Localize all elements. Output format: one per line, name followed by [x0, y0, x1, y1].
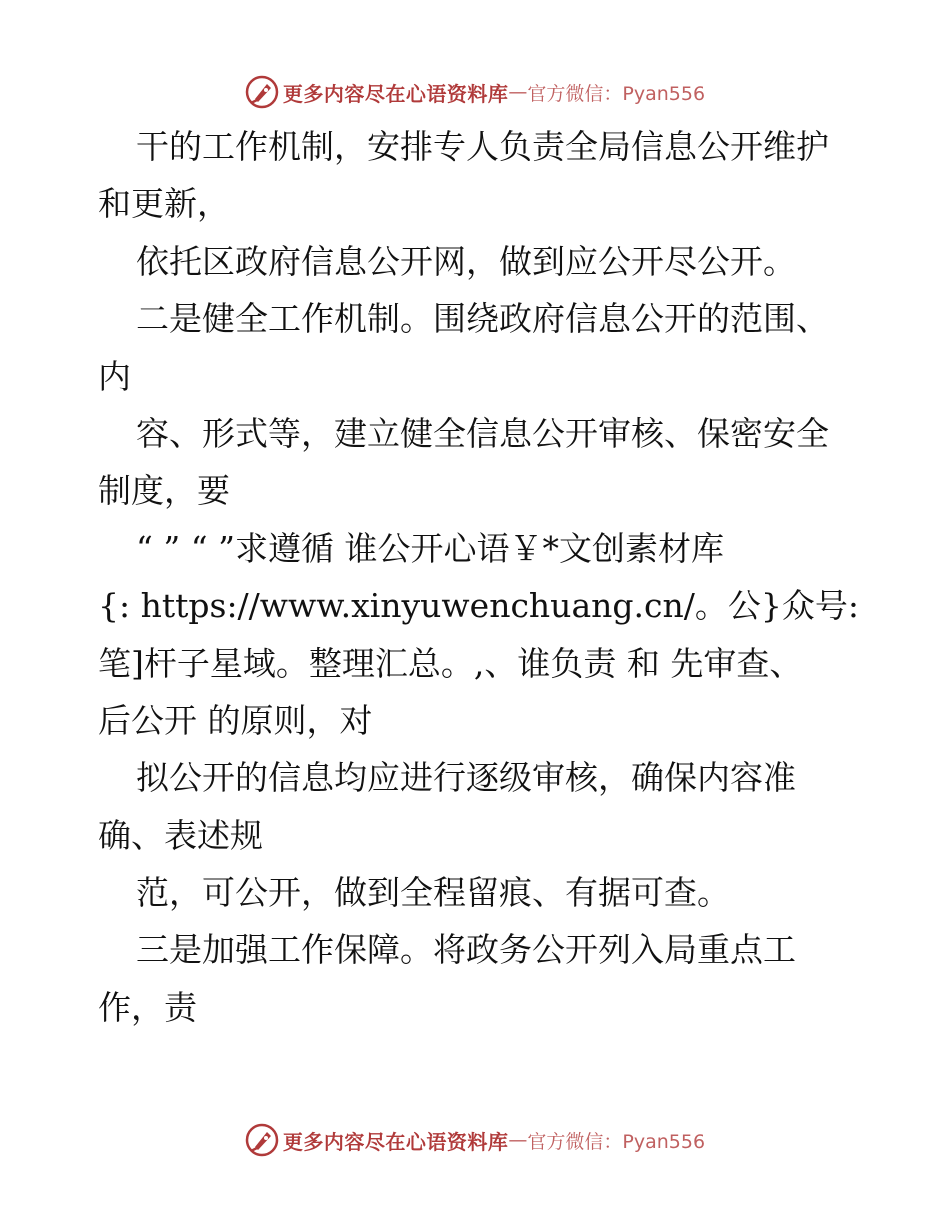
banner-dash: — — [508, 81, 528, 103]
text-line: 确、表述规 — [98, 815, 263, 855]
text-line: 干的工作机制，安排专人负责全局信息公开维护 — [136, 127, 829, 166]
banner-title: 更多内容尽在心语资料库 — [282, 81, 509, 106]
footer-watermark-banner — [0, 1120, 950, 1160]
text-line: 拟公开的信息均应进行逐级审核，确保内容准 — [136, 758, 796, 798]
text-line: 后公开 的原则，对 — [98, 700, 373, 740]
header-watermark-banner — [0, 72, 950, 112]
text-line: “ ” “ ”求遵循 谁公开心语￥*文创素材库 — [136, 528, 724, 568]
banner-wechat: 官方微信：Pyan556 — [527, 1130, 706, 1153]
text-line: 三是加强工作保障。将政务公开列入局重点工 — [136, 930, 796, 970]
text-line: 容、形式等，建立健全信息公开审核、保密安全 — [136, 413, 829, 453]
text-line-url: {: https://www.xinyuwenchuang.cn/。公}众号: — [98, 586, 859, 626]
banner-wechat: 官方微信：Pyan556 — [527, 82, 706, 105]
text-line: 作，责 — [98, 987, 197, 1027]
text-line: 制度，要 — [98, 471, 230, 511]
banner-title: 更多内容尽在心语资料库 — [282, 1129, 509, 1154]
text-line: 笔]杆子星域。整理汇总。,、谁负责 和 先审查、 — [98, 643, 803, 683]
pen-nib-logo-icon — [245, 75, 279, 109]
text-line: 和更新， — [98, 184, 230, 224]
banner-dash: — — [508, 1129, 528, 1151]
text-line: 范，可公开，做到全程留痕、有据可查。 — [136, 873, 730, 913]
pen-nib-logo-icon — [245, 1123, 279, 1157]
text-line: 二是健全工作机制。围绕政府信息公开的范围、 — [136, 299, 829, 339]
text-line: 依托区政府信息公开网，做到应公开尽公开。 — [136, 241, 796, 281]
document-body — [98, 118, 858, 1036]
text-line: 内 — [98, 356, 131, 396]
